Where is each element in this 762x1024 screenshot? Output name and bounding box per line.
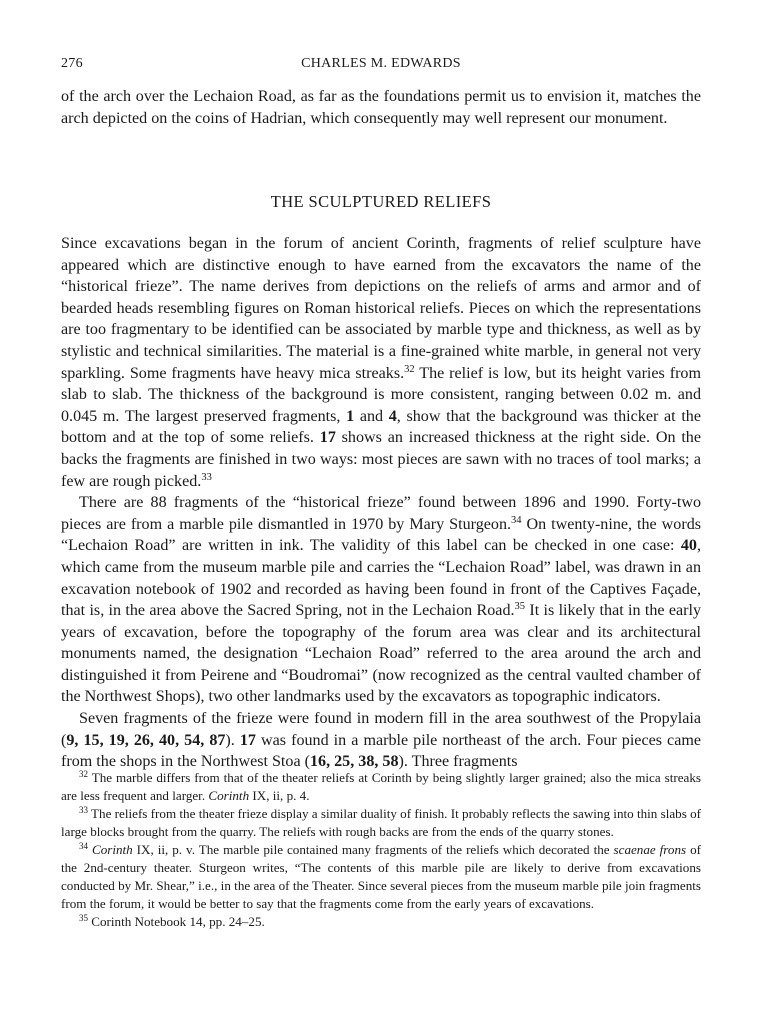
text-run: IX, ii, p. v. The marble pile contained many fragments of the reliefs which decorated the: [132, 842, 614, 857]
paragraph-1: [61, 233, 701, 492]
catalog-ref: 17: [319, 429, 336, 447]
text-run: and: [354, 407, 389, 425]
footnote-number: 32: [79, 769, 88, 779]
text-run: Corinth Notebook 14, pp. 24–25.: [88, 914, 265, 929]
footnote-number: 34: [79, 841, 88, 851]
intro-paragraph: of the arch over the Lechaion Road, as far as the foundations permit us to envision it, matches the arch depicted on the coins of Hadrian, which consequently may well represent our monument.: [61, 88, 701, 127]
intro-text: [61, 86, 701, 129]
running-head: [61, 56, 701, 78]
text-run: , show that the background was thicker at the bottom and at the top of some reliefs.: [61, 407, 701, 447]
paragraph-2: [61, 492, 701, 708]
text-run: The relief is low, but its height varies from slab to slab. The thickness of the background is more consistent, ranging between 0.02 m. and 0.045 m. The largest preserved fragments,: [61, 364, 701, 425]
footnote-ref-35[interactable]: 35: [514, 601, 526, 613]
text-run: Since excavations began in the forum of ancient Corinth, fragments of relief sculpture have appeared which are distinctive enough to have earned from the excavators the name of the “historical frieze”. The name derives from depictions on the reliefs of arms and armor and of bearded heads resembling figures on Roman historical reliefs. Pieces on which the representations are too fragmentary to be identified can be associated by marble type and thickness, as well as by stylistic and technical similarities. The material is a fine-grained white marble, in general not very sparkling. Some fragments have heavy mica streaks.: [61, 235, 701, 382]
text-run: ).: [225, 731, 240, 749]
footnote-32: [61, 769, 701, 805]
footnote-number: 33: [79, 805, 88, 815]
text-run: It is likely that in the early years of excavation, before the topography of the forum area was clear and its architectural monuments named, the designation “Lechaion Road” referred to the area around the arch and distinguished it from Peirene and “Boudromai” (now recognized as the central vaulted chamber of the Northwest Shops), two other landmarks used by the excavators as topographic indicators.: [61, 602, 701, 706]
text-run: The marble differs from that of the theater reliefs at Corinth by being slightly larger grained; also the mica streaks are less frequent and larger.: [61, 770, 701, 803]
text-run: ). Three fragments: [398, 753, 518, 771]
text-run: On twenty-nine, the words “Lechaion Road” are written in ink. The validity of this label can be checked in one case:: [61, 515, 702, 555]
catalog-ref: 1: [346, 407, 355, 425]
paragraph-3: [61, 708, 701, 773]
text-run: shows an increased thickness at the right side. On the backs the fragments are finished in two ways: most pieces are sawn with no traces of tool marks; a few are rough picked.: [61, 429, 701, 490]
main-text: [61, 233, 701, 773]
italic-term: scaenae frons: [613, 842, 687, 857]
italic-title: Corinth: [91, 842, 133, 857]
catalog-ref-list: 16, 25, 38, 58: [309, 753, 399, 771]
footnote-ref-32[interactable]: 32: [404, 363, 415, 375]
text-run: was found in a marble pile northeast of the arch. Four pieces came from the shops in the Northwest Stoa (: [61, 731, 702, 771]
text-run: Seven fragments of the frieze were found in modern fill in the area southwest of the Propylaia (: [61, 710, 701, 749]
running-title: CHARLES M. EDWARDS: [301, 56, 461, 71]
italic-title: Corinth: [208, 788, 250, 803]
footnote-35: [61, 913, 701, 931]
text-run: of the 2nd-century theater. Sturgeon writes, “The contents of this marble pile are likely to derive from excavations conducted by Mr. Shear,” i.e., in the area of the Theater. Since several pieces from the museum marble pile join fragments from the forum, it would be better to say that the fragments come from the early years of excavations.: [61, 842, 701, 911]
footnote-33: [61, 805, 701, 841]
footnote-34: [61, 841, 701, 913]
footnote-number: 35: [79, 913, 88, 923]
page-number: 276: [61, 56, 83, 71]
catalog-ref-list: 9, 15, 19, 26, 40, 54, 87: [66, 731, 226, 749]
text-run: IX, ii, p. 4.: [249, 788, 310, 803]
footnote-ref-33[interactable]: 33: [201, 471, 212, 483]
catalog-ref: 4: [388, 407, 397, 425]
text-run: , which came from the museum marble pile and carries the “Lechaion Road” label, was drawn in an excavation notebook of 1902 and recorded as having been found in front of the Captives Façade, that is, in the area above the Sacred Spring, not in the Lechaion Road.: [61, 537, 701, 620]
text-run: There are 88 fragments of the “historical frieze” found between 1896 and 1990. Forty-two pieces are from a marble pile dismantled in 1970 by Mary Sturgeon.: [61, 494, 701, 533]
text-run: The reliefs from the theater frieze display a similar duality of finish. It probably reflects the sawing into thin slabs of large blocks brought from the quarry. The reliefs with rough backs are from the ends of the quarry stones.: [61, 806, 701, 839]
section-heading: THE SCULPTURED RELIEFS: [270, 192, 492, 211]
catalog-ref: 17: [239, 731, 256, 749]
footnotes: [61, 769, 701, 931]
footnote-ref-34[interactable]: 34: [511, 514, 522, 526]
catalog-ref: 40: [680, 537, 697, 555]
